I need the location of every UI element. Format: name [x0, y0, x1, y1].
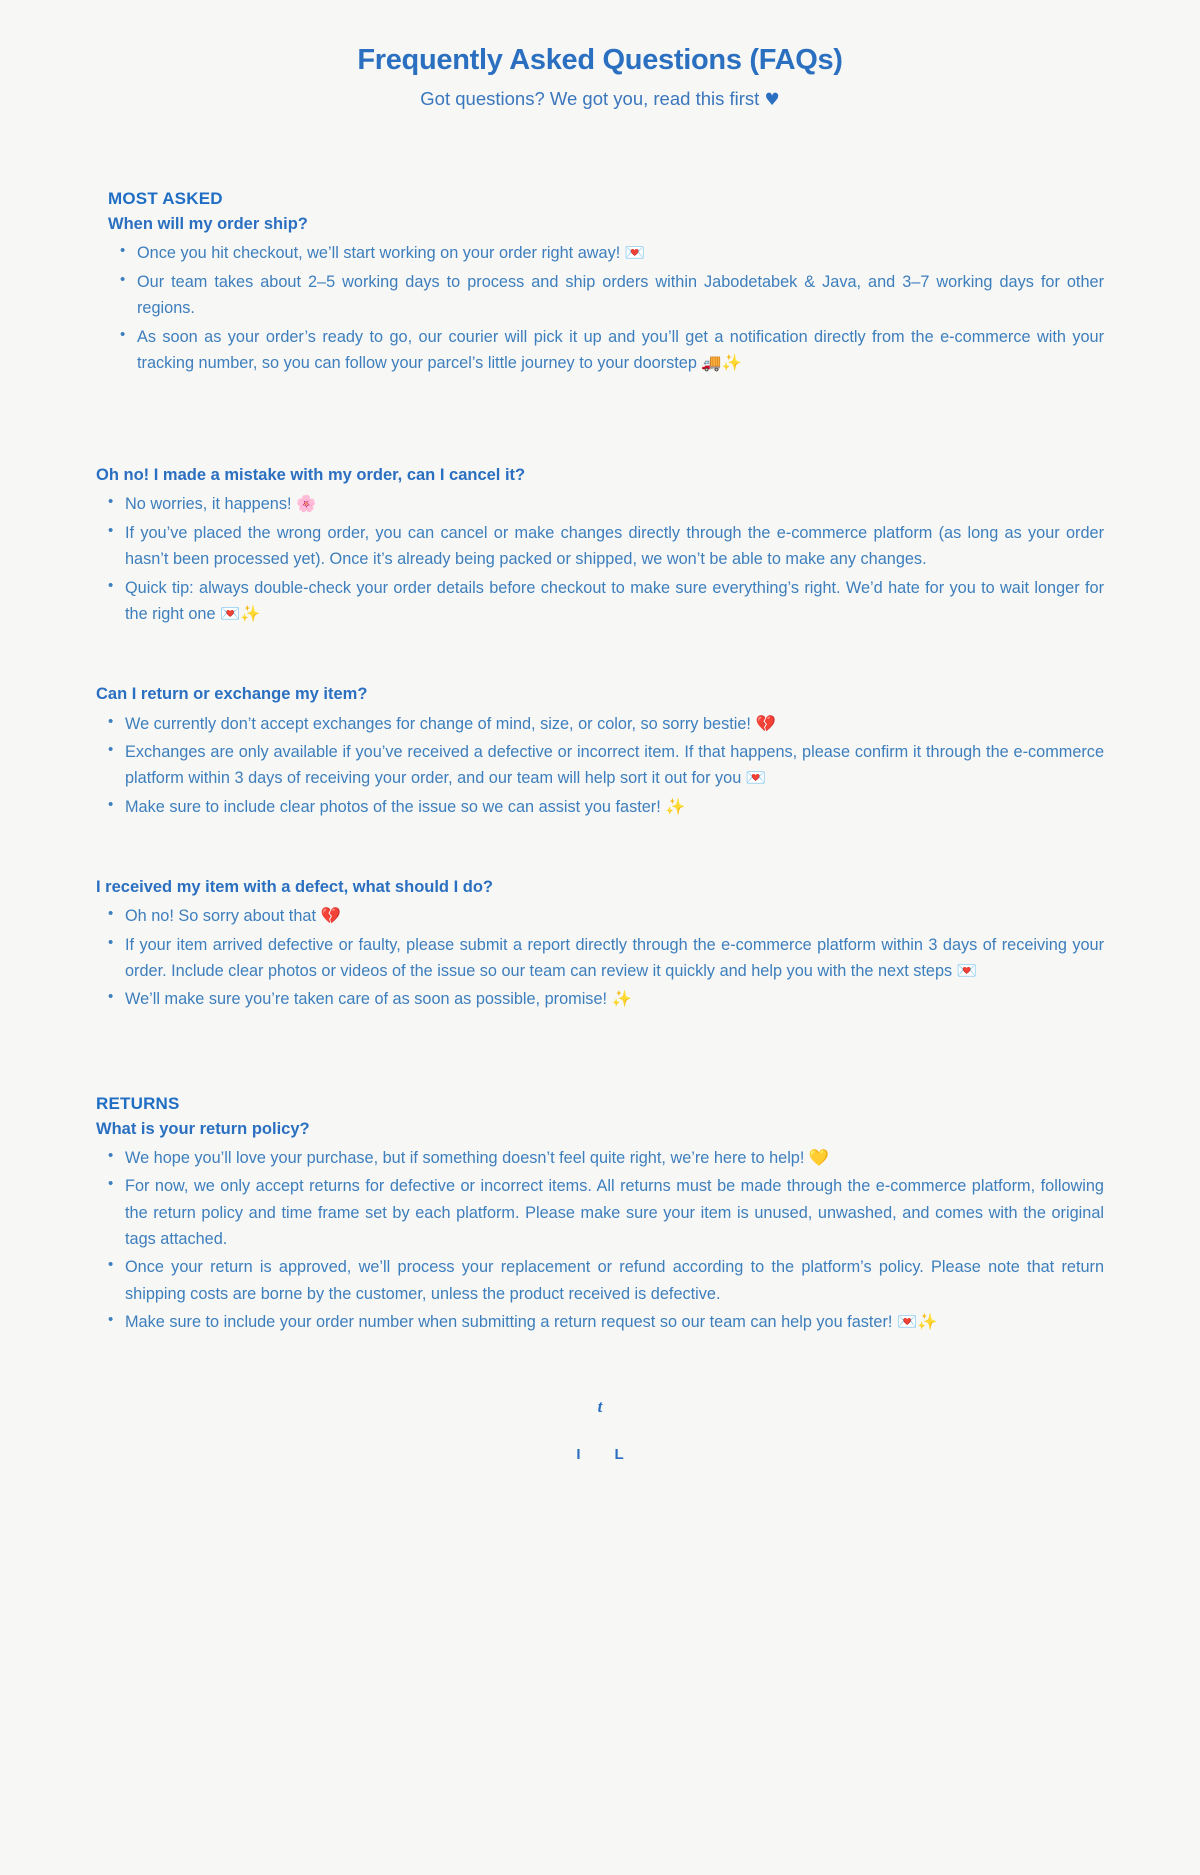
list-item: • If you’ve placed the wrong order, you can cancel or make changes directly through the e-commerce platform (as long as your order hasn’t been processed yet). Once it’s already being packed or shipped, we won’t be able to make any changes.	[96, 520, 1104, 573]
list-item: • For now, we only accept returns for defective or incorrect items. All returns must be made through the e-commerce platform, following the return policy and time frame set by each platform. Please make sure your item is unused, unwashed, and comes with the original tags attached.	[96, 1173, 1104, 1252]
page-footer	[0, 1398, 1200, 1512]
list-item: • Make sure to include clear photos of the issue so we can assist you faster! ✨	[96, 794, 1104, 820]
page-title: Frequently Asked Questions (FAQs)	[357, 44, 843, 76]
list-item: • Our team takes about 2–5 working days to process and ship orders within Jabodetabek & Java, and 3–7 working days for other regions.	[96, 269, 1104, 322]
heart-icon: ♥	[764, 90, 780, 111]
faq-answer-list	[96, 903, 1104, 1013]
faq-answer-list	[96, 711, 1104, 821]
group-spacer	[96, 1039, 1104, 1094]
list-item: • Make sure to include your order number when submitting a return request so our team can help you faster! 💌✨	[96, 1309, 1104, 1335]
section-spacer	[96, 846, 1104, 876]
section-spacer	[96, 402, 1104, 464]
faq-item-return-policy	[96, 1118, 1104, 1336]
list-item: • We’ll make sure you’re taken care of as soon as possible, promise! ✨	[96, 986, 1104, 1012]
faq-question: Can I return or exchange my item?	[96, 685, 368, 704]
list-item: • We currently don’t accept exchanges for change of mind, size, or color, so sorry bestie! 💔	[96, 711, 1104, 737]
faq-answer-list	[96, 1145, 1104, 1336]
list-item: • Once your return is approved, we’ll process your replacement or refund according to the platform’s policy. Please note that return shipping costs are borne by the customer, unless the product received is defective.	[96, 1254, 1104, 1307]
list-item: • We hope you’ll love your purchase, but if something doesn’t feel quite right, we’re here to help! 💛	[96, 1145, 1104, 1171]
list-item: • Quick tip: always double-check your order details before checkout to make sure everything’s right. We’d hate for you to wait longer for the right one 💌✨	[96, 575, 1104, 628]
section-label-most-asked: MOST ASKED	[108, 189, 223, 209]
section-label-returns: RETURNS	[96, 1093, 180, 1113]
faq-answer-list	[96, 491, 1104, 627]
footer-icon-row	[0, 1447, 1200, 1462]
list-item: • Oh no! So sorry about that 💔	[96, 903, 1104, 929]
section-returns	[96, 1094, 1104, 1336]
brand-mark: t	[597, 1396, 603, 1416]
list-item: • Once you hit checkout, we’ll start working on your order right away! 💌	[96, 240, 1104, 266]
faq-answer-list	[96, 240, 1104, 376]
faq-item-order-ship	[96, 213, 1104, 376]
list-item: • If your item arrived defective or faulty, please submit a report directly through the e-commerce platform within 3 days of receiving your order. Include clear photos or videos of the issue so our team can review it quickly and help you with the next steps 💌	[96, 932, 1104, 985]
section-most-asked	[96, 189, 1104, 1012]
list-item: • No worries, it happens! 🌸	[96, 491, 1104, 517]
faq-question: Oh no! I made a mistake with my order, can I cancel it?	[96, 466, 526, 485]
section-spacer	[96, 653, 1104, 683]
faq-item-return-exchange	[96, 683, 1104, 820]
page-header	[0, 0, 1200, 111]
faq-content	[96, 111, 1104, 1335]
list-item: • As soon as your order’s ready to go, our courier will pick it up and you’ll get a notification directly from the e-commerce with your tracking number, so you can follow your parcel’s little journey to your doorstep 🚚✨	[96, 324, 1104, 377]
tiktok-icon[interactable]: L	[614, 1445, 624, 1463]
faq-question: I received my item with a defect, what should I do?	[96, 878, 493, 897]
faq-question: When will my order ship?	[108, 215, 308, 234]
faq-question: What is your return policy?	[96, 1119, 310, 1138]
faq-item-defect	[96, 876, 1104, 1013]
list-item: • Exchanges are only available if you’ve received a defective or incorrect item. If that happens, please confirm it through the e-commerce platform within 3 days of receiving your order, and our team will help sort it out for you 💌	[96, 739, 1104, 792]
instagram-icon[interactable]: I	[576, 1445, 581, 1463]
page-subtitle	[0, 87, 1200, 111]
page-subtitle-text: Got questions? We got you, read this first	[420, 88, 765, 110]
faq-item-cancel-order	[96, 464, 1104, 627]
